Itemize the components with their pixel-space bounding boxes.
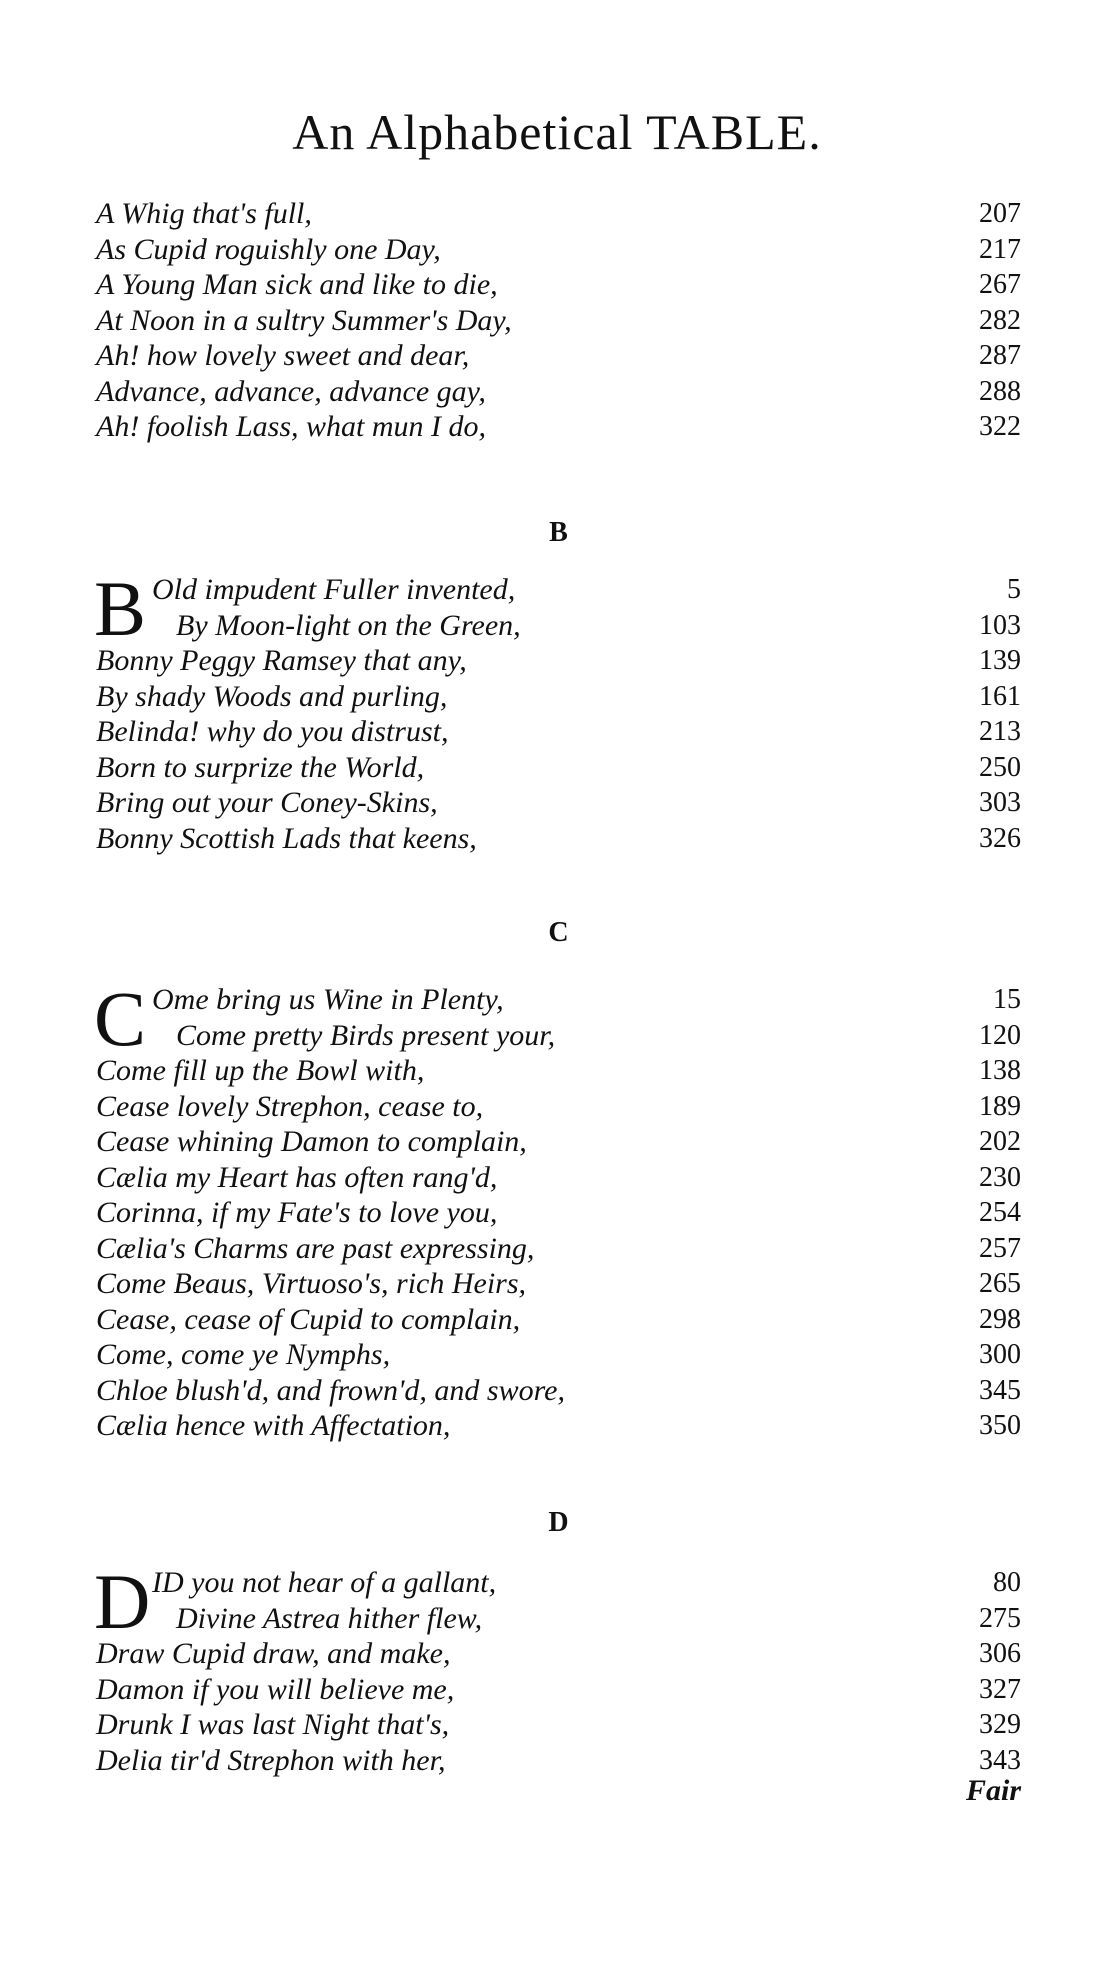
- page-number: 254: [979, 1197, 1021, 1228]
- list-item: [96, 1018, 1021, 1054]
- entry-text: By shady Woods and purling,: [96, 679, 448, 713]
- list-item: [96, 750, 1021, 786]
- entry-text: A Whig that's full,: [96, 197, 312, 230]
- entry-text: Cease whining Damon to complain,: [96, 1125, 527, 1158]
- entry-text: Corinna, if my Fate's to love you,: [96, 1196, 498, 1229]
- page-number: 202: [979, 1126, 1021, 1157]
- page-number: 298: [979, 1303, 1021, 1335]
- catchword: Fair: [965, 1774, 1021, 1807]
- page-number: 267: [979, 269, 1021, 300]
- list-item: [96, 1672, 1021, 1708]
- page-number: 5: [1007, 574, 1021, 605]
- page-number: 250: [979, 751, 1021, 783]
- page-number: 287: [979, 340, 1021, 371]
- list-item: [96, 679, 1021, 715]
- list-item: [96, 1266, 1021, 1302]
- list-item: [96, 338, 1021, 374]
- entry-list-c: [94, 975, 1021, 1444]
- page-number: 230: [979, 1161, 1021, 1193]
- section-heading: B: [549, 517, 568, 548]
- entry-text: Cease lovely Strephon, cease to,: [96, 1089, 484, 1123]
- list-item: [96, 374, 1021, 410]
- page-number: 288: [979, 375, 1021, 407]
- entry-text: Drunk I was last Night that's,: [96, 1708, 450, 1741]
- entry-text: Bonny Peggy Ramsey that any,: [96, 644, 467, 677]
- entry-text: Divine Astrea hither flew,: [176, 1601, 483, 1635]
- entry-text: Bonny Scottish Lads that keens,: [96, 821, 477, 855]
- page-number: 322: [979, 411, 1021, 442]
- list-item: [96, 1408, 1021, 1444]
- list-item: [96, 267, 1021, 303]
- section-heading: C: [548, 917, 569, 948]
- page-number: 329: [979, 1709, 1021, 1740]
- list-item: [96, 303, 1021, 339]
- page-number: 345: [979, 1374, 1021, 1406]
- entry-list-b: [94, 565, 1021, 856]
- list-item: [96, 1743, 1021, 1779]
- entry-text: Bring out your Coney-Skins,: [96, 786, 438, 819]
- page-number: 207: [979, 198, 1021, 229]
- list-item: [96, 1337, 1021, 1373]
- entry-text: Advance, advance, advance gay,: [96, 374, 486, 408]
- entry-text: Cælia hence with Affectation,: [96, 1409, 451, 1442]
- list-item: [96, 1195, 1021, 1231]
- page-number: 103: [979, 609, 1021, 641]
- list-item: [96, 714, 1021, 750]
- entry-text: Cease, cease of Cupid to complain,: [96, 1302, 521, 1336]
- entry-text: Ome bring us Wine in Plenty,: [152, 983, 504, 1016]
- page-number: 139: [979, 645, 1021, 676]
- entry-text: Chloe blush'd, and frown'd, and swore,: [96, 1373, 565, 1407]
- entry-text: A Young Man sick and like to die,: [96, 268, 498, 301]
- page-number: 120: [979, 1019, 1021, 1051]
- section-heading: D: [548, 1507, 569, 1538]
- entry-text: Cælia my Heart has often rang'd,: [96, 1160, 498, 1194]
- drop-cap: C: [94, 975, 147, 1062]
- drop-cap: D: [94, 1558, 151, 1645]
- page-number: 138: [979, 1055, 1021, 1086]
- page-number: 257: [979, 1232, 1021, 1264]
- list-item: [96, 1231, 1021, 1267]
- page-number: 303: [979, 787, 1021, 818]
- list-item: [96, 196, 1021, 232]
- list-item: [96, 608, 1021, 644]
- entry-list-d: [94, 1558, 1021, 1778]
- page-number: 300: [979, 1339, 1021, 1370]
- page-number: 306: [979, 1638, 1021, 1669]
- entry-list-a: [96, 196, 1021, 445]
- page-number: 15: [993, 984, 1021, 1015]
- page-number: 265: [979, 1268, 1021, 1299]
- list-item: [96, 1089, 1021, 1125]
- list-item: [96, 409, 1021, 445]
- entry-text: ID you not hear of a gallant,: [152, 1566, 497, 1599]
- entry-text: Ah! how lovely sweet and dear,: [96, 339, 470, 372]
- page-number: 327: [979, 1673, 1021, 1705]
- entry-text: Born to surprize the World,: [96, 750, 425, 784]
- page-number: 326: [979, 822, 1021, 854]
- page-number: 275: [979, 1602, 1021, 1634]
- list-item: [96, 1124, 1021, 1160]
- entry-text: Come pretty Birds present your,: [176, 1018, 556, 1052]
- entry-text: Come, come ye Nymphs,: [96, 1338, 391, 1371]
- entry-text: Ah! foolish Lass, what mun I do,: [96, 410, 487, 443]
- drop-cap: B: [94, 565, 147, 652]
- page-number: 217: [979, 233, 1021, 265]
- entry-text: Cælia's Charms are past expressing,: [96, 1231, 535, 1265]
- page-number: 213: [979, 716, 1021, 747]
- list-item: [96, 1373, 1021, 1409]
- list-item: [96, 1053, 1021, 1089]
- page-number: 161: [979, 680, 1021, 712]
- entry-text: Old impudent Fuller invented,: [152, 573, 516, 606]
- list-item: [96, 232, 1021, 268]
- entry-text: Belinda! why do you distrust,: [96, 715, 449, 748]
- list-item: [96, 821, 1021, 857]
- entry-text: At Noon in a sultry Summer's Day,: [96, 303, 512, 337]
- list-item: [96, 1636, 1021, 1672]
- list-item: [96, 1302, 1021, 1338]
- page-number: 343: [979, 1744, 1021, 1776]
- entry-text: Damon if you will believe me,: [96, 1672, 455, 1706]
- list-item: [96, 1707, 1021, 1743]
- entry-text: As Cupid roguishly one Day,: [96, 232, 441, 266]
- list-item: [96, 1160, 1021, 1196]
- entry-text: Draw Cupid draw, and make,: [96, 1637, 451, 1670]
- page-number: 350: [979, 1410, 1021, 1441]
- list-item: [96, 643, 1021, 679]
- page-number: 80: [993, 1567, 1021, 1598]
- list-item: [96, 1601, 1021, 1637]
- page-number: 282: [979, 304, 1021, 336]
- entry-text: By Moon-light on the Green,: [176, 608, 521, 642]
- entry-text: Come Beaus, Virtuoso's, rich Heirs,: [96, 1267, 527, 1300]
- page-title: An Alphabetical TABLE.: [292, 104, 822, 160]
- entry-text: Delia tir'd Strephon with her,: [96, 1743, 446, 1777]
- list-item: [96, 785, 1021, 821]
- entry-text: Come fill up the Bowl with,: [96, 1054, 425, 1087]
- page-number: 189: [979, 1090, 1021, 1122]
